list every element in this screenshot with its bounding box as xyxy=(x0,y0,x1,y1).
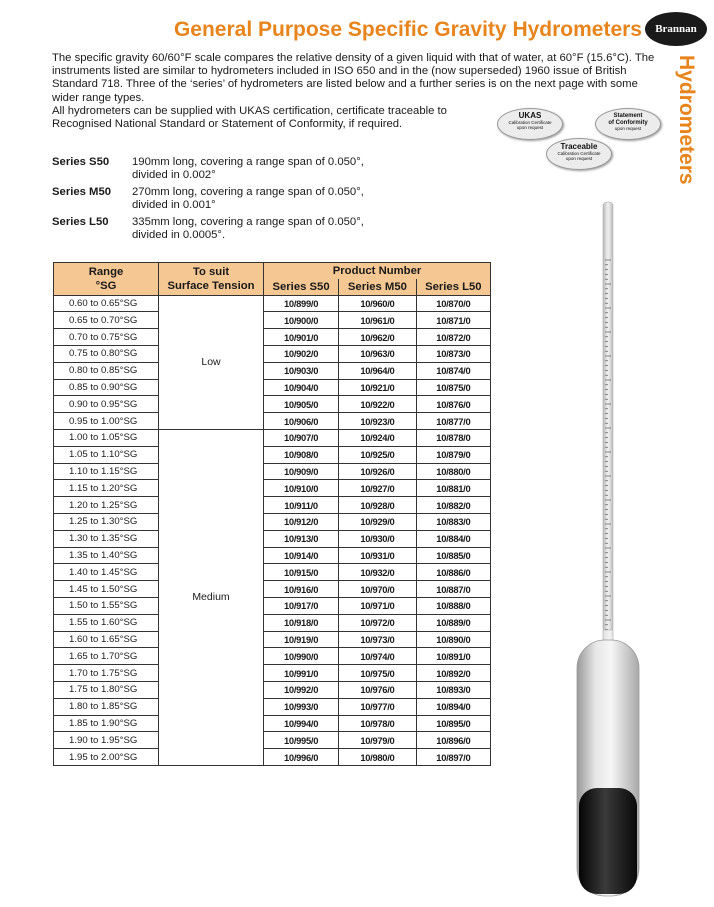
brand-name: Brannan xyxy=(655,23,697,35)
l50-code-cell: 10/896/0 xyxy=(416,732,490,749)
m50-code-cell: 10/924/0 xyxy=(339,429,417,446)
s50-code-cell: 10/992/0 xyxy=(264,681,339,698)
l50-code-cell: 10/881/0 xyxy=(416,480,490,497)
s50-code-cell: 10/919/0 xyxy=(264,631,339,648)
ukas-badge xyxy=(497,108,563,140)
s50-code-cell: 10/899/0 xyxy=(264,295,339,312)
range-cell: 1.75 to 1.80°SG xyxy=(54,681,159,698)
s50-code-cell: 10/912/0 xyxy=(264,513,339,530)
series-description xyxy=(132,186,392,212)
table-row xyxy=(54,648,491,665)
s50-code-cell: 10/910/0 xyxy=(264,480,339,497)
s50-code-cell: 10/918/0 xyxy=(264,614,339,631)
l50-code-cell: 10/870/0 xyxy=(416,295,490,312)
m50-code-cell: 10/922/0 xyxy=(339,396,417,413)
series-description xyxy=(132,216,392,242)
range-cell: 1.25 to 1.30°SG xyxy=(54,513,159,530)
series-s50-header: Series S50 xyxy=(264,279,339,295)
m50-code-cell: 10/925/0 xyxy=(339,446,417,463)
m50-code-cell: 10/964/0 xyxy=(339,362,417,379)
range-cell: 0.80 to 0.85°SG xyxy=(54,362,159,379)
m50-code-cell: 10/973/0 xyxy=(339,631,417,648)
range-header-line: °SG xyxy=(95,279,117,292)
intro-paragraph-2: All hydrometers can be supplied with UKAS certification, certificate traceable to Recognised National Standard or Statement of Conformity, if required. xyxy=(52,104,447,131)
range-cell: 1.50 to 1.55°SG xyxy=(54,597,159,614)
s50-code-cell: 10/914/0 xyxy=(264,547,339,564)
range-cell: 1.90 to 1.95°SG xyxy=(54,732,159,749)
l50-code-cell: 10/871/0 xyxy=(416,312,490,329)
series-desc-line: divided in 0.0005°. xyxy=(132,229,226,241)
ukas-badge-line2: upon request xyxy=(516,125,544,130)
surface-tension-header xyxy=(159,263,264,296)
traceable-badge-line1: Calibration Certificate xyxy=(557,151,601,156)
l50-code-cell: 10/872/0 xyxy=(416,329,490,346)
series-l50-header: Series L50 xyxy=(416,279,490,295)
s50-code-cell: 10/901/0 xyxy=(264,329,339,346)
series-desc-line: divided in 0.001° xyxy=(132,199,216,211)
m50-code-cell: 10/976/0 xyxy=(339,681,417,698)
hydrometer-ballast xyxy=(579,788,637,894)
product-table-header xyxy=(54,263,491,296)
l50-code-cell: 10/888/0 xyxy=(416,597,490,614)
s50-code-cell: 10/905/0 xyxy=(264,396,339,413)
range-cell: 1.45 to 1.50°SG xyxy=(54,581,159,598)
range-cell: 1.80 to 1.85°SG xyxy=(54,698,159,715)
l50-code-cell: 10/880/0 xyxy=(416,463,490,480)
l50-code-cell: 10/885/0 xyxy=(416,547,490,564)
s50-code-cell: 10/906/0 xyxy=(264,413,339,430)
l50-code-cell: 10/877/0 xyxy=(416,413,490,430)
series-desc-line: 190mm long, covering a range span of 0.050°, xyxy=(132,156,364,168)
s50-code-cell: 10/995/0 xyxy=(264,732,339,749)
table-row xyxy=(54,749,491,766)
range-cell: 1.35 to 1.40°SG xyxy=(54,547,159,564)
table-row xyxy=(54,446,491,463)
m50-code-cell: 10/978/0 xyxy=(339,715,417,732)
s50-code-cell: 10/915/0 xyxy=(264,564,339,581)
range-cell: 0.90 to 0.95°SG xyxy=(54,396,159,413)
l50-code-cell: 10/889/0 xyxy=(416,614,490,631)
range-cell: 1.95 to 2.00°SG xyxy=(54,749,159,766)
l50-code-cell: 10/876/0 xyxy=(416,396,490,413)
s50-code-cell: 10/996/0 xyxy=(264,749,339,766)
range-cell: 1.60 to 1.65°SG xyxy=(54,631,159,648)
l50-code-cell: 10/878/0 xyxy=(416,429,490,446)
table-row xyxy=(54,345,491,362)
s50-code-cell: 10/904/0 xyxy=(264,379,339,396)
table-row xyxy=(54,681,491,698)
ukas-badge-line1: Calibration Certificate xyxy=(508,120,552,125)
suit-header-line: To suit xyxy=(192,265,230,278)
table-row xyxy=(54,312,491,329)
series-description xyxy=(132,156,392,182)
range-cell: 0.70 to 0.75°SG xyxy=(54,329,159,346)
m50-code-cell: 10/960/0 xyxy=(339,295,417,312)
m50-code-cell: 10/972/0 xyxy=(339,614,417,631)
s50-code-cell: 10/908/0 xyxy=(264,446,339,463)
range-cell: 0.95 to 1.00°SG xyxy=(54,413,159,430)
statement-badge-title2: of Conformity xyxy=(608,119,648,126)
l50-code-cell: 10/893/0 xyxy=(416,681,490,698)
table-row xyxy=(54,513,491,530)
l50-code-cell: 10/892/0 xyxy=(416,665,490,682)
l50-code-cell: 10/875/0 xyxy=(416,379,490,396)
brannan-logo xyxy=(645,12,707,46)
l50-code-cell: 10/883/0 xyxy=(416,513,490,530)
l50-code-cell: 10/873/0 xyxy=(416,345,490,362)
m50-code-cell: 10/932/0 xyxy=(339,564,417,581)
range-cell: 1.65 to 1.70°SG xyxy=(54,648,159,665)
s50-code-cell: 10/913/0 xyxy=(264,530,339,547)
page-title: General Purpose Specific Gravity Hydrometers xyxy=(173,18,642,41)
series-label: Series L50 xyxy=(52,216,109,228)
statement-badge-line: upon request xyxy=(614,126,642,131)
range-cell: 1.05 to 1.10°SG xyxy=(54,446,159,463)
table-row xyxy=(54,463,491,480)
table-row xyxy=(54,396,491,413)
s50-code-cell: 10/909/0 xyxy=(264,463,339,480)
series-item xyxy=(52,156,392,182)
surface-tension-medium-cell: Medium xyxy=(159,429,264,765)
l50-code-cell: 10/894/0 xyxy=(416,698,490,715)
m50-code-cell: 10/970/0 xyxy=(339,581,417,598)
hydrometer-image xyxy=(555,200,665,900)
range-cell: 1.70 to 1.75°SG xyxy=(54,665,159,682)
m50-code-cell: 10/975/0 xyxy=(339,665,417,682)
table-row xyxy=(54,429,491,446)
range-cell: 1.55 to 1.60°SG xyxy=(54,614,159,631)
m50-code-cell: 10/923/0 xyxy=(339,413,417,430)
s50-code-cell: 10/907/0 xyxy=(264,429,339,446)
m50-code-cell: 10/928/0 xyxy=(339,497,417,514)
range-cell: 1.85 to 1.90°SG xyxy=(54,715,159,732)
range-cell: 0.85 to 0.90°SG xyxy=(54,379,159,396)
m50-code-cell: 10/927/0 xyxy=(339,480,417,497)
s50-code-cell: 10/900/0 xyxy=(264,312,339,329)
l50-code-cell: 10/897/0 xyxy=(416,749,490,766)
m50-code-cell: 10/971/0 xyxy=(339,597,417,614)
product-number-header: Product Number xyxy=(264,263,491,279)
range-cell: 1.15 to 1.20°SG xyxy=(54,480,159,497)
s50-code-cell: 10/911/0 xyxy=(264,497,339,514)
s50-code-cell: 10/990/0 xyxy=(264,648,339,665)
l50-code-cell: 10/879/0 xyxy=(416,446,490,463)
table-row xyxy=(54,295,491,312)
table-row xyxy=(54,614,491,631)
m50-code-cell: 10/977/0 xyxy=(339,698,417,715)
s50-code-cell: 10/916/0 xyxy=(264,581,339,598)
m50-code-cell: 10/979/0 xyxy=(339,732,417,749)
m50-code-cell: 10/930/0 xyxy=(339,530,417,547)
s50-code-cell: 10/994/0 xyxy=(264,715,339,732)
statement-badge xyxy=(595,108,661,140)
table-row xyxy=(54,362,491,379)
ukas-badge-title: UKAS xyxy=(518,111,542,120)
table-row xyxy=(54,698,491,715)
table-row xyxy=(54,379,491,396)
intro-paragraph-1: The specific gravity 60/60°F scale compares the relative density of a given liquid with that of water, at 60°F (15.6°C). The instruments listed are similar to hydrometers included in ISO 650 and in the (now superseded) 1960 issue of British Standard 718. Three of the ‘series’ of hydrometers are listed below and a further series is on the next page with some wider range types. xyxy=(52,52,655,104)
suit-header-line: Surface Tension xyxy=(167,279,255,292)
m50-code-cell: 10/961/0 xyxy=(339,312,417,329)
m50-code-cell: 10/963/0 xyxy=(339,345,417,362)
surface-tension-low-cell: Low xyxy=(159,295,264,429)
series-item xyxy=(52,186,392,212)
header-row xyxy=(54,263,491,279)
l50-code-cell: 10/890/0 xyxy=(416,631,490,648)
side-tab-label: Hydrometers xyxy=(675,55,698,185)
range-header xyxy=(54,263,159,296)
m50-code-cell: 10/931/0 xyxy=(339,547,417,564)
table-row xyxy=(54,732,491,749)
s50-code-cell: 10/991/0 xyxy=(264,665,339,682)
range-cell: 1.10 to 1.15°SG xyxy=(54,463,159,480)
series-desc-line: divided in 0.002° xyxy=(132,169,216,181)
traceable-badge xyxy=(546,138,612,170)
table-row xyxy=(54,564,491,581)
m50-code-cell: 10/921/0 xyxy=(339,379,417,396)
statement-badge-title1: Statement xyxy=(613,113,643,119)
range-cell: 0.60 to 0.65°SG xyxy=(54,295,159,312)
table-row xyxy=(54,631,491,648)
range-cell: 0.75 to 0.80°SG xyxy=(54,345,159,362)
product-table-body xyxy=(54,295,491,765)
product-table xyxy=(53,262,491,766)
range-header-line: Range xyxy=(88,265,124,278)
series-label: Series S50 xyxy=(52,156,110,168)
series-desc-line: 270mm long, covering a range span of 0.050°, xyxy=(132,186,364,198)
table-row xyxy=(54,480,491,497)
table-row xyxy=(54,665,491,682)
table-row xyxy=(54,715,491,732)
l50-code-cell: 10/886/0 xyxy=(416,564,490,581)
m50-code-cell: 10/929/0 xyxy=(339,513,417,530)
l50-code-cell: 10/882/0 xyxy=(416,497,490,514)
m50-code-cell: 10/962/0 xyxy=(339,329,417,346)
series-list xyxy=(52,156,392,246)
s50-code-cell: 10/903/0 xyxy=(264,362,339,379)
table-row xyxy=(54,547,491,564)
s50-code-cell: 10/917/0 xyxy=(264,597,339,614)
range-cell: 1.20 to 1.25°SG xyxy=(54,497,159,514)
table-row xyxy=(54,329,491,346)
m50-code-cell: 10/974/0 xyxy=(339,648,417,665)
s50-code-cell: 10/902/0 xyxy=(264,345,339,362)
intro-text xyxy=(52,52,664,131)
m50-code-cell: 10/926/0 xyxy=(339,463,417,480)
table-row xyxy=(54,581,491,598)
range-cell: 1.30 to 1.35°SG xyxy=(54,530,159,547)
table-row xyxy=(54,413,491,430)
series-item xyxy=(52,216,392,242)
l50-code-cell: 10/891/0 xyxy=(416,648,490,665)
table-row xyxy=(54,597,491,614)
l50-code-cell: 10/874/0 xyxy=(416,362,490,379)
l50-code-cell: 10/884/0 xyxy=(416,530,490,547)
traceable-badge-line2: upon request xyxy=(565,156,593,161)
traceable-badge-title: Traceable xyxy=(560,142,598,151)
s50-code-cell: 10/993/0 xyxy=(264,698,339,715)
series-label: Series M50 xyxy=(52,186,112,198)
l50-code-cell: 10/895/0 xyxy=(416,715,490,732)
table-row xyxy=(54,530,491,547)
series-m50-header: Series M50 xyxy=(339,279,417,295)
table-row xyxy=(54,497,491,514)
m50-code-cell: 10/980/0 xyxy=(339,749,417,766)
l50-code-cell: 10/887/0 xyxy=(416,581,490,598)
range-cell: 0.65 to 0.70°SG xyxy=(54,312,159,329)
range-cell: 1.00 to 1.05°SG xyxy=(54,429,159,446)
range-cell: 1.40 to 1.45°SG xyxy=(54,564,159,581)
series-desc-line: 335mm long, covering a range span of 0.050°, xyxy=(132,216,364,228)
